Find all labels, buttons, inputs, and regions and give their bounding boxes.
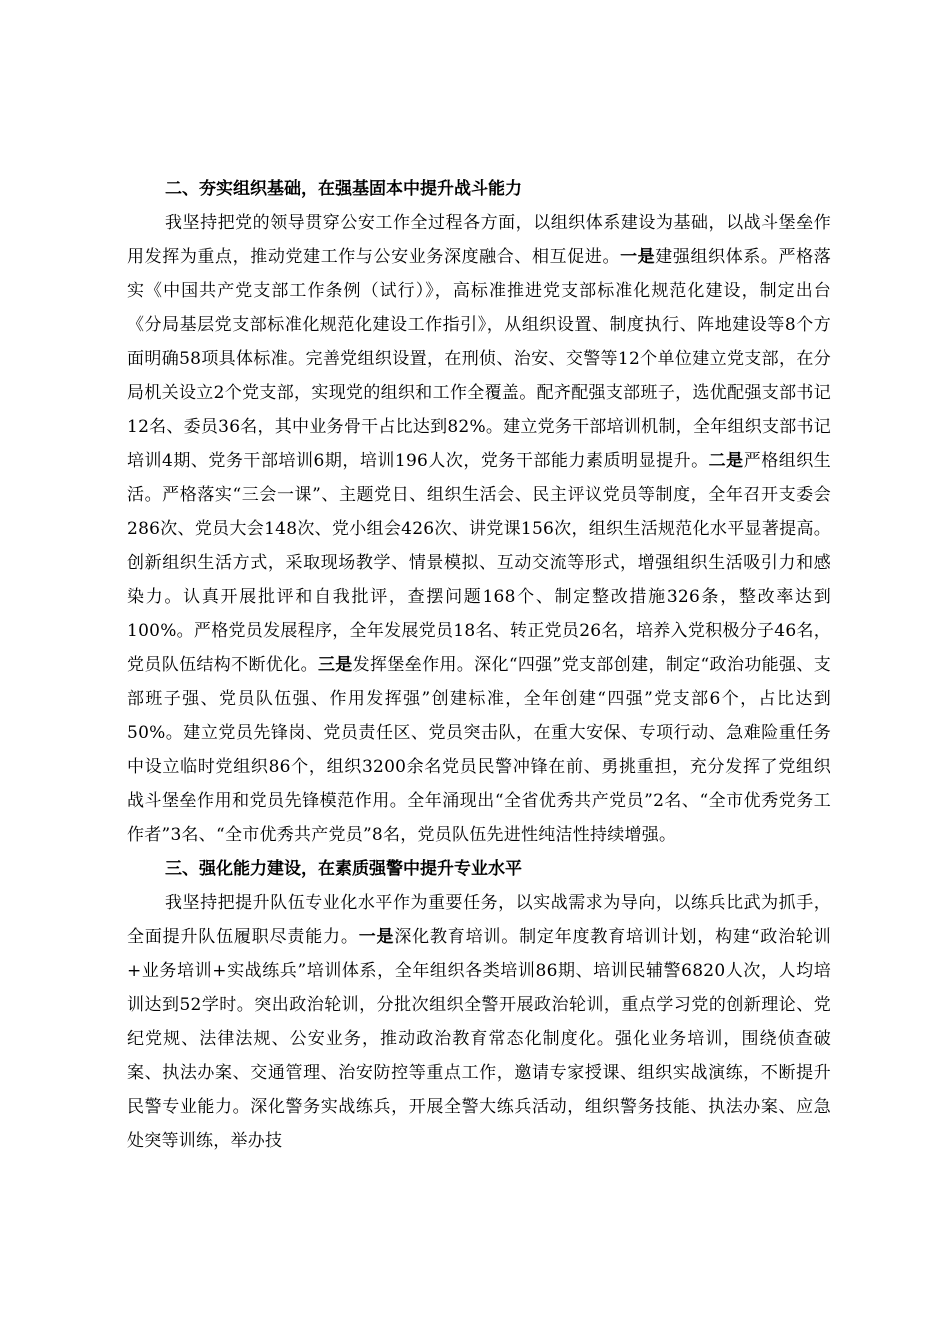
section-heading: 二、夯实组织基础，在强基固本中提升战斗能力 (165, 179, 522, 199)
document-body (127, 172, 831, 1158)
item-marker: 一是 (620, 247, 656, 267)
section-heading: 三、强化能力建设，在素质强警中提升专业水平 (165, 859, 522, 879)
paragraph-intro: 我坚持把党的领导贯穿公安工作全过程各方面，以组织体系建设为基础，以战斗堡垒作用发挥为重点，推动党建工作与公安业务深度融合、相互促进。 (127, 213, 831, 267)
item-marker: 一是 (358, 927, 395, 947)
item-marker: 二是 (708, 451, 744, 471)
section-paragraph (127, 886, 831, 1158)
item-text: 深化教育培训。制定年度教育培训计划，构建“政治轮训+业务培训+实战练兵”培训体系，全年组织各类培训86期、培训民辅警6820人次，人均培训达到52学时。突出政治轮训，分批次组织全警开展政治轮训，重点学习党的创新理论、党纪党规、法律法规、公安业务，推动政治教育常态化制度化。强化业务培训，围绕侦查破案、执法办案、交通管理、治安防控等重点工作，邀请专家授课、组织实战演练，不断提升民警专业能力。深化警务实战练兵，开展全警大练兵活动，组织警务技能、执法办案、应急处突等训练，举办技 (127, 927, 832, 1151)
item-marker: 三是 (317, 655, 353, 675)
item-text: 建强组织体系。严格落实《中国共产党支部工作条例（试行）》，高标准推进党支部标准化规范化建设，制定出台《分局基层党支部标准化规范化建设工作指引》，从组织设置、制度执行、阵地建设等8个方面明确58项具体标准。完善党组织设置，在刑侦、治安、交警等12个单位建立党支部，在分局机关设立2个党支部，实现党的组织和工作全覆盖。配齐配强支部班子，选优配强支部书记12名、委员36名，其中业务骨干占比达到82%。建立党务干部培训机制，全年组织支部书记培训4期、党务干部培训6期，培训196人次，党务干部能力素质明显提升。 (127, 247, 832, 471)
item-text: 严格组织生活。严格落实“三会一课”、主题党日、组织生活会、民主评议党员等制度，全年召开支委会286次、党员大会148次、党小组会426次、讲党课156次，组织生活规范化水平显著提高。创新组织生活方式，采取现场教学、情景模拟、互动交流等形式，增强组织生活吸引力和感染力。认真开展批评和自我批评，查摆问题168个、制定整改措施326条，整改率达到100%。严格党员发展程序，全年发展党员18名、转正党员26名，培养入党积极分子46名，党员队伍结构不断优化。 (127, 451, 832, 675)
section-paragraph (127, 206, 831, 852)
item-text: 发挥堡垒作用。深化“四强”党支部创建，制定“政治功能强、支部班子强、党员队伍强、作用发挥强”创建标准，全年创建“四强”党支部6个，占比达到50%。建立党员先锋岗、党员责任区、党员突击队，在重大安保、专项行动、急难险重任务中设立临时党组织86个，组织3200余名党员民警冲锋在前、勇挑重担，充分发挥了党组织战斗堡垒作用和党员先锋模范作用。全年涌现出“全省优秀共产党员”2名、“全市优秀党务工作者”3名、“全市优秀共产党员”8名，党员队伍先进性纯洁性持续增强。 (127, 655, 831, 845)
paragraph-intro: 我坚持把提升队伍专业化水平作为重要任务，以实战需求为导向，以练兵比武为抓手，全面提升队伍履职尽责能力。 (127, 893, 831, 947)
